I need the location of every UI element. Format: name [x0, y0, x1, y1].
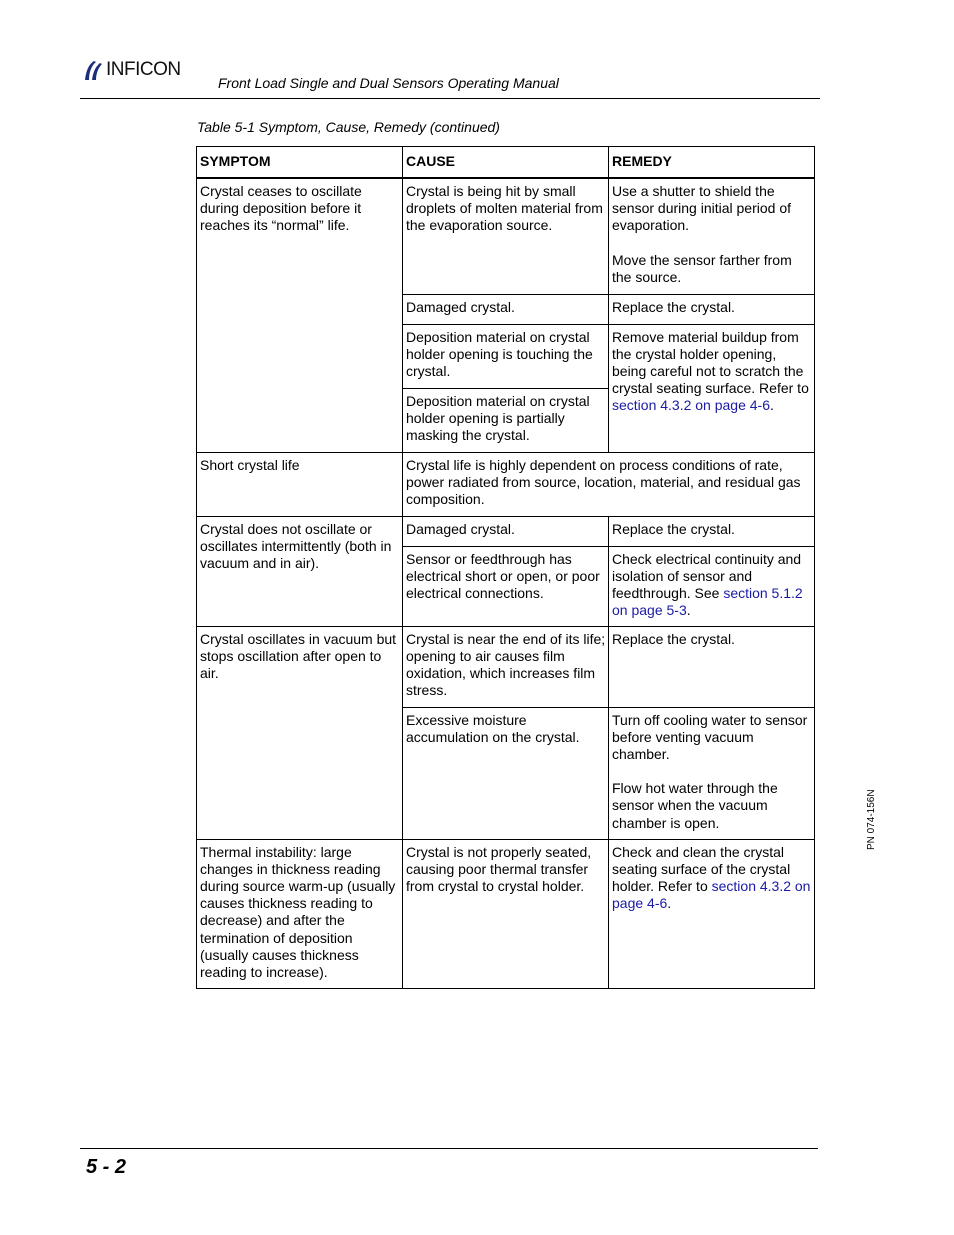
- section-link[interactable]: section 4.3.2 on page 4-6: [612, 397, 771, 414]
- header-cause: CAUSE: [403, 147, 609, 179]
- page-number: 5 - 2: [86, 1156, 127, 1178]
- cause-cell: Excessive moisture accumulation on the crystal.: [403, 707, 609, 839]
- symptom-cell: Crystal ceases to oscillate during deposition before it reaches its “normal” life.: [197, 178, 403, 452]
- symptom-cell: Thermal instability: large changes in thickness reading during source warm-up (usually causes thickness reading to decrease) and after the termination of deposition (usually causes thickness reading to increase).: [197, 839, 403, 988]
- remedy-cell: Replace the crystal.: [609, 294, 815, 324]
- cause-cell: Deposition material on crystal holder opening is partially masking the crystal.: [403, 388, 609, 452]
- remedy-text: Remove material buildup from the crystal holder opening, being careful not to scratch the crystal seating surface. Refer to: [612, 328, 809, 397]
- cause-cell: Sensor or feedthrough has electrical short or open, or poor electrical connections.: [403, 546, 609, 626]
- symptom-cell: Crystal does not oscillate or oscillates intermittently (both in vacuum and in air).: [197, 516, 403, 626]
- cause-cell: Crystal is not properly seated, causing poor thermal transfer from crystal to crystal holder.: [403, 839, 609, 988]
- remedy-text: Use a shutter to shield the sensor during initial period of evaporation.: [612, 183, 791, 234]
- inficon-logo-icon: [82, 58, 104, 82]
- table-row: [197, 178, 815, 294]
- remedy-cell: [609, 178, 815, 294]
- table-row: [197, 516, 815, 546]
- cause-cell: Crystal is near the end of its life; opening to air causes film oxidation, which increases film stress.: [403, 626, 609, 707]
- remedy-cell: [609, 546, 815, 626]
- symptom-cell: Short crystal life: [197, 452, 403, 516]
- remedy-cell: [609, 707, 815, 839]
- remedy-text: Turn off cooling water to sensor before venting vacuum chamber.: [612, 711, 808, 762]
- header-remedy: REMEDY: [609, 147, 815, 179]
- remedy-end: .: [686, 602, 691, 619]
- remedy-text: Check electrical continuity and isolation of sensor and feedthrough. See: [612, 550, 802, 601]
- section-link[interactable]: section 4.3.2 on page 4-6: [612, 877, 811, 912]
- table-header-row: [197, 147, 815, 179]
- table-row: [197, 626, 815, 707]
- cause-cell: Damaged crystal.: [403, 294, 609, 324]
- inficon-logo: [82, 58, 181, 82]
- remedy-cell: [609, 839, 815, 988]
- remedy-cell: Replace the crystal.: [609, 516, 815, 546]
- cause-cell: Deposition material on crystal holder opening is touching the crystal.: [403, 324, 609, 388]
- remedy-text: Check and clean the crystal seating surface of the crystal holder. Refer to: [612, 843, 791, 894]
- table-row: [197, 839, 815, 988]
- remedy-cell: [609, 324, 815, 452]
- remedy-text: Flow hot water through the sensor when the vacuum chamber is open.: [612, 780, 778, 831]
- header-rule: [80, 98, 820, 99]
- footer-rule: [80, 1148, 818, 1149]
- symptom-cell: Crystal oscillates in vacuum but stops oscillation after open to air.: [197, 626, 403, 839]
- symptom-table: [196, 146, 815, 989]
- part-number: PN 074-156N: [866, 789, 877, 850]
- cause-cell: Crystal is being hit by small droplets of molten material from the evaporation source.: [403, 178, 609, 294]
- remedy-text: Move the sensor farther from the source.: [612, 251, 792, 285]
- remedy-end: .: [770, 397, 774, 414]
- logo-text: INFICON: [106, 59, 181, 80]
- section-link[interactable]: section 5.1.2 on page 5-3: [612, 584, 803, 619]
- remedy-end: .: [667, 895, 672, 912]
- table-caption: Table 5-1 Symptom, Cause, Remedy (continued): [197, 119, 500, 135]
- cause-cell: Crystal life is highly dependent on process conditions of rate, power radiated from source, location, material, and residual gas composition.: [403, 452, 815, 516]
- manual-title: Front Load Single and Dual Sensors Operating Manual: [218, 75, 559, 91]
- cause-cell: Damaged crystal.: [403, 516, 609, 546]
- table-row: [197, 452, 815, 516]
- header-symptom: SYMPTOM: [197, 147, 403, 179]
- remedy-cell: Replace the crystal.: [609, 626, 815, 707]
